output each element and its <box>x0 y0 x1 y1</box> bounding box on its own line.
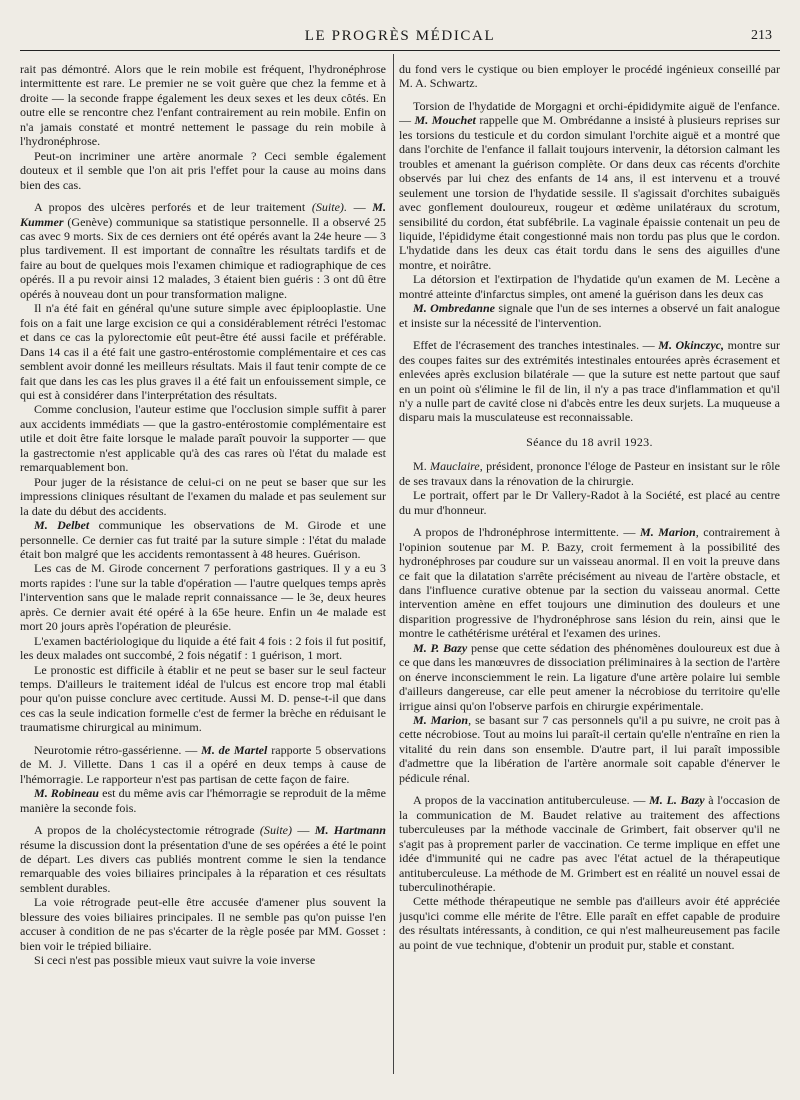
journal-title: LE PROGRÈS MÉDICAL <box>304 28 496 44</box>
page-header <box>0 0 800 52</box>
paragraph: La détorsion et l'extirpation de l'hydatide qu'un examen de M. Lecène a montré atteinte d'infarctus simples, ont amené la guérison dans les deux cas <box>399 272 780 301</box>
right-column <box>399 62 780 1074</box>
paragraph: Comme conclusion, l'auteur estime que l'occlusion simple suffit à parer aux accidents immédiats — que la gastro-entérostomie complémentaire est utile et doit être faite lorsque le malade paraît pouvoir la supporter — que la gastrectomie n'est applicable qu'à des cas rares où l'état du malade est remarquablement bon. <box>20 402 386 475</box>
author-name: M. Okinczyc, <box>658 338 725 353</box>
author-name: M. L. Bazy <box>649 793 705 808</box>
section-cholecystectomie: A propos de la cholécystectomie rétrograde (Suite) — M. Hartmann résume la discussion dont la présentation d'une de ses opérées a été le point de départ. Les divers cas publiés montrent comme le sien la tendance remarquable des voies biliaires principales à la réparation et ces résultats semblent durables. <box>20 823 386 895</box>
paragraph: L'examen bactériologique du liquide a été fait 4 fois : 2 fois il fut positif, les deux malades ont succombé, 2 fois négatif : 1 guérison, 1 mort. <box>20 633 386 663</box>
paragraph: du fond vers le cystique ou bien employer le procédé ingénieux conseillé par M. A. Schwartz. <box>399 62 780 91</box>
section-hydronephrose: A propos de l'hdronéphrose intermittente. — M. Marion, contrairement à l'opinion soutenue par M. P. Bazy, croit fermement à la possibilité des hydronéphroses par coudure sur un vaisseau anormal. Il en voit la preuve dans ce fait que la dilatation s'arrête précisément au niveau de l'artère obstacle, et dans l'influence curative obtenue par la section du vaisseau anormal. Cette intervention amène en effet toujours une diminution des douleurs et une disparition progressive de l'hydronéphrose sans lésion du rein, ainsi que le montre le cathétérisme urétéral et l'examen des urines. <box>399 525 780 641</box>
section-title: Torsion de l'hydatide de Morgagni et orchi-épididymite aiguë de l'enfance. <box>413 98 780 113</box>
paragraph: M. Marion, se basant sur 7 cas personnels qu'il a pu suivre, ne croit pas à cette nécrobiose. Tout au moins lui paraît-il certain qu'elle n'entraîne en rien la vitalité du rein dans son ensemble. D'autre part, il lui paraît impossible d'admettre que la libération de l'artère anormale soit capable d'énerver le pédicule rénal. <box>399 713 780 785</box>
section-title: Neurotomie rétro-gassérienne. <box>34 742 182 757</box>
paragraph: La voie rétrograde peut-elle être accusée d'amener plus souvent la blessure des voies biliaires principales. Il ne semble pas qu'on puisse l'en accuser à condition de ne pas s'écarter de la règle posée par MM. Gosset : bien voir le trépied biliaire. <box>20 895 386 953</box>
paragraph: Le pronostic est difficile à établir et ne peut se baser sur le seul facteur temps. D'ailleurs le traitement idéal de l'ulcus est encore trop mal établi pour qu'on puisse conclure avec certitude. Aussi M. D. pense-t-il que dans ces cas la seule indication formelle c'est de fermer la brèche en réduisant le traumatisme chirurgical au minimum. <box>20 662 386 735</box>
section-title: A propos des ulcères perforés et de leur traitement <box>34 200 306 215</box>
paragraph: Si ceci n'est pas possible mieux vaut suivre la voie inverse <box>34 953 316 968</box>
author-name: M. Hartmann <box>314 823 386 838</box>
column-divider <box>393 54 394 1074</box>
section-title: A propos de l'hdronéphrose intermittente. <box>413 525 619 540</box>
left-column <box>20 62 386 1074</box>
author-name: Mauclaire <box>430 459 480 474</box>
paragraph: M. Robineau est du même avis car l'hémorragie se reproduit de la même manière la seconde fois. <box>20 786 386 815</box>
section-title: A propos de la cholécystectomie rétrograde <box>34 823 255 838</box>
header-rule <box>20 50 780 51</box>
author-name: M. P. Bazy <box>413 640 468 655</box>
author-name: M. Mouchet <box>414 113 476 128</box>
section-title: Effet de l'écrasement des tranches intestinales. <box>413 338 640 353</box>
section-vaccination: A propos de la vaccination antituberculeuse. — M. L. Bazy à l'occasion de la communication de M. Baudet relative au traitement des affections tuberculeuses par la méthode vaccinale de Grimbert, fait observer qu'il ne s'agit pas à proprement parler de vaccination. Ce terme implique en effet une idée d'immunité qui ne cadre pas avec l'état actuel de la thérapeutique antituberculeuse. La méthode de M. Grimbert est en réalité un nouvel essai de tuberculinothérapie. <box>399 793 780 895</box>
paragraph: Cette méthode thérapeutique ne semble pas d'ailleurs avoir été appréciée jusqu'ici comme elle mérite de l'être. Elle paraît en effet capable de produire des résultats intéressants, à condition, ce qui n'est malheureusement pas facile au point de vue technique, d'obtenir un produit pur, stable et constant. <box>399 894 780 952</box>
page-number: 213 <box>751 28 772 43</box>
section-ulceres: A propos des ulcères perforés et de leur traitement (Suite). — M. Kummer (Genève) communique sa statistique personnelle. Il a observé 25 cas avec 9 morts. Six de ces derniers ont été opérés avant la 24e heure — 3 plus tardivement. Il est important de connaître les résultats tardifs et de faire au bout de quelques mois l'examen chimique et radiographique de ces opérés. Il a pu revoir ainsi 12 malades, 3 étaient bien guéris : 3 ont dû être opérés à nouveau dont un pour transformation maligne. <box>20 200 386 301</box>
paragraph: Peut-on incriminer une artère anormale ? Ceci semble également douteux et il semble que l'on ait pris l'effet pour la cause au moins dans bien des cas. <box>20 148 386 192</box>
paragraph: Il n'a été fait en général qu'une suture simple avec épiplooplastie. Une fois on a fait une large excision ce qui a considérablement rétréci l'estomac et dans ce cas la pylorectomie eût peut-être été aussi facile et préférable. Dans 14 cas il a été fait une gastro-entérostomie complémentaire et ces cas semblent avoir donné les meilleurs résultats. Mais il faut tenir compte de ce fait que dans les cas les plus graves il a été fait un enfouissement simple, ce qui est à considérer dans l'interprétation des résultats. <box>20 301 386 402</box>
paragraph: M. P. Bazy pense que cette sédation des phénomènes douloureux est due à ce que dans les manœuvres de dissociation préliminaires à la section de l'artère on énerve inconsciemment le rein. La ligature d'une artère polaire lui semble d'ailleurs dangereuse, car elle peut amener la nécrobiose du territoire qu'elle irrigue ainsi qu'on l'observe parfois en chirurgie expérimentale. <box>399 640 780 713</box>
paragraph: M. Ombredanne signale que l'un de ses internes a observé un fait analogue et insiste sur la nécessité de l'intervention. <box>399 301 780 330</box>
author-name: M. Marion <box>413 713 469 728</box>
author-name: M. Kummer <box>20 200 386 229</box>
paragraph: rait pas démontré. Alors que le rein mobile est fréquent, l'hydronéphrose intermittente est rare. Le premier ne se voit guère que chez la femme et à droite — la seconde frappe également les deux sexes et les deux côtés. En outre elle se rencontre chez l'enfant contrairement au rein mobile. Enfin on n'a jamais constaté et montré nettement le passage du rein mobile à l'hydronéphrose. <box>20 62 386 149</box>
session-heading: Séance du 18 avril 1923. <box>526 434 653 449</box>
section-ecrasement: Effet de l'écrasement des tranches intestinales. — M. Okinczyc, montre sur des coupes faites sur des extrémités intestinales entourées après écrasement et enlevées après exclusion bilatérale — que la suture est nette partout que sauf en un point où s'élimine le fil de lin, il n'y a pas trace d'inflammation et qu'il n'y a nulle part de cavité close ni d'abcès entre les deux surjets. La muqueuse a disparu mais la musculateuse est reconnaissable. <box>399 338 780 425</box>
author-name: M. de Martel <box>201 742 268 757</box>
section-torsion-hydatide: Torsion de l'hydatide de Morgagni et orchi-épididymite aiguë de l'enfance. — M. Mouchet rappelle que M. Ombrédanne a insisté à plusieurs reprises sur les torsions du testicule et du cordon simulant l'orchite aiguë et a montré que dans l'orchite de l'enfance il fallait toujours intervenir, la détorsion calmant les troubles et amenant la guérison complète. Or dans deux cas récents d'orchite observés par lui chez des enfants de 14 ans, il est intervenu et a trouvé seulement une torsion de l'hydatide sessile. Il s'agissait d'orchites subaiguës avec gonflement douloureux, rougeur et œdème unilatéraux du scrotum, sensibilité du cordon, état subfébrile. La vaginale épaissie contenait un peu de liquide, l'épididyme était congestionné mais non tordu pas plus que le cordon. L'hydatide dans les deux cas était tordu dans le sens des aiguilles d'une montre, et noirâtre. <box>399 98 780 272</box>
section-title: A propos de la vaccination antituberculeuse. <box>413 793 630 808</box>
paragraph: Le portrait, offert par le Dr Vallery-Radot à la Société, est placé au centre du mur d'honneur. <box>399 488 780 517</box>
paragraph: Pour juger de la résistance de celui-ci on ne peut se baser que sur les impressions cliniques résultant de l'examen du malade et pas seulement sur la date du début des accidents. <box>20 474 386 518</box>
paragraph: M. Mauclaire, président, prononce l'éloge de Pasteur en insistant sur le rôle de ses travaux dans la rénovation de la chirurgie. <box>399 459 780 488</box>
paragraph: Les cas de M. Girode concernent 7 perforations gastriques. Il y a eu 3 morts rapides : l'une sur la table d'opération — l'autre quelques temps après l'intervention sans que le malade reprit connaissance — le 3e, deux heures après. Ce dernier avait été opéré à la 65e heure. Enfin un 4e malade est mort 20 jours après l'opération de pleurésie. <box>20 561 386 634</box>
author-name: M. Ombredanne <box>413 301 496 316</box>
section-neurotomie: Neurotomie rétro-gassérienne. — M. de Martel rapporte 5 observations de M. J. Villette. Dans 1 cas il a opéré en deux temps à cause de l'hémorragie. Le rapporteur n'est pas partisan de cette façon de faire. <box>20 742 386 786</box>
author-name: M. Robineau <box>34 786 100 801</box>
author-name: M. Delbet <box>34 518 90 533</box>
author-name: M. Marion <box>639 525 696 540</box>
paragraph: M. Delbet communique les observations de M. Girode et une personnelle. Ce dernier cas fut traité par la suture simple : l'état du malade était bon malgré que les accidents remontassent à 48 heures. Guérison. <box>20 518 386 561</box>
